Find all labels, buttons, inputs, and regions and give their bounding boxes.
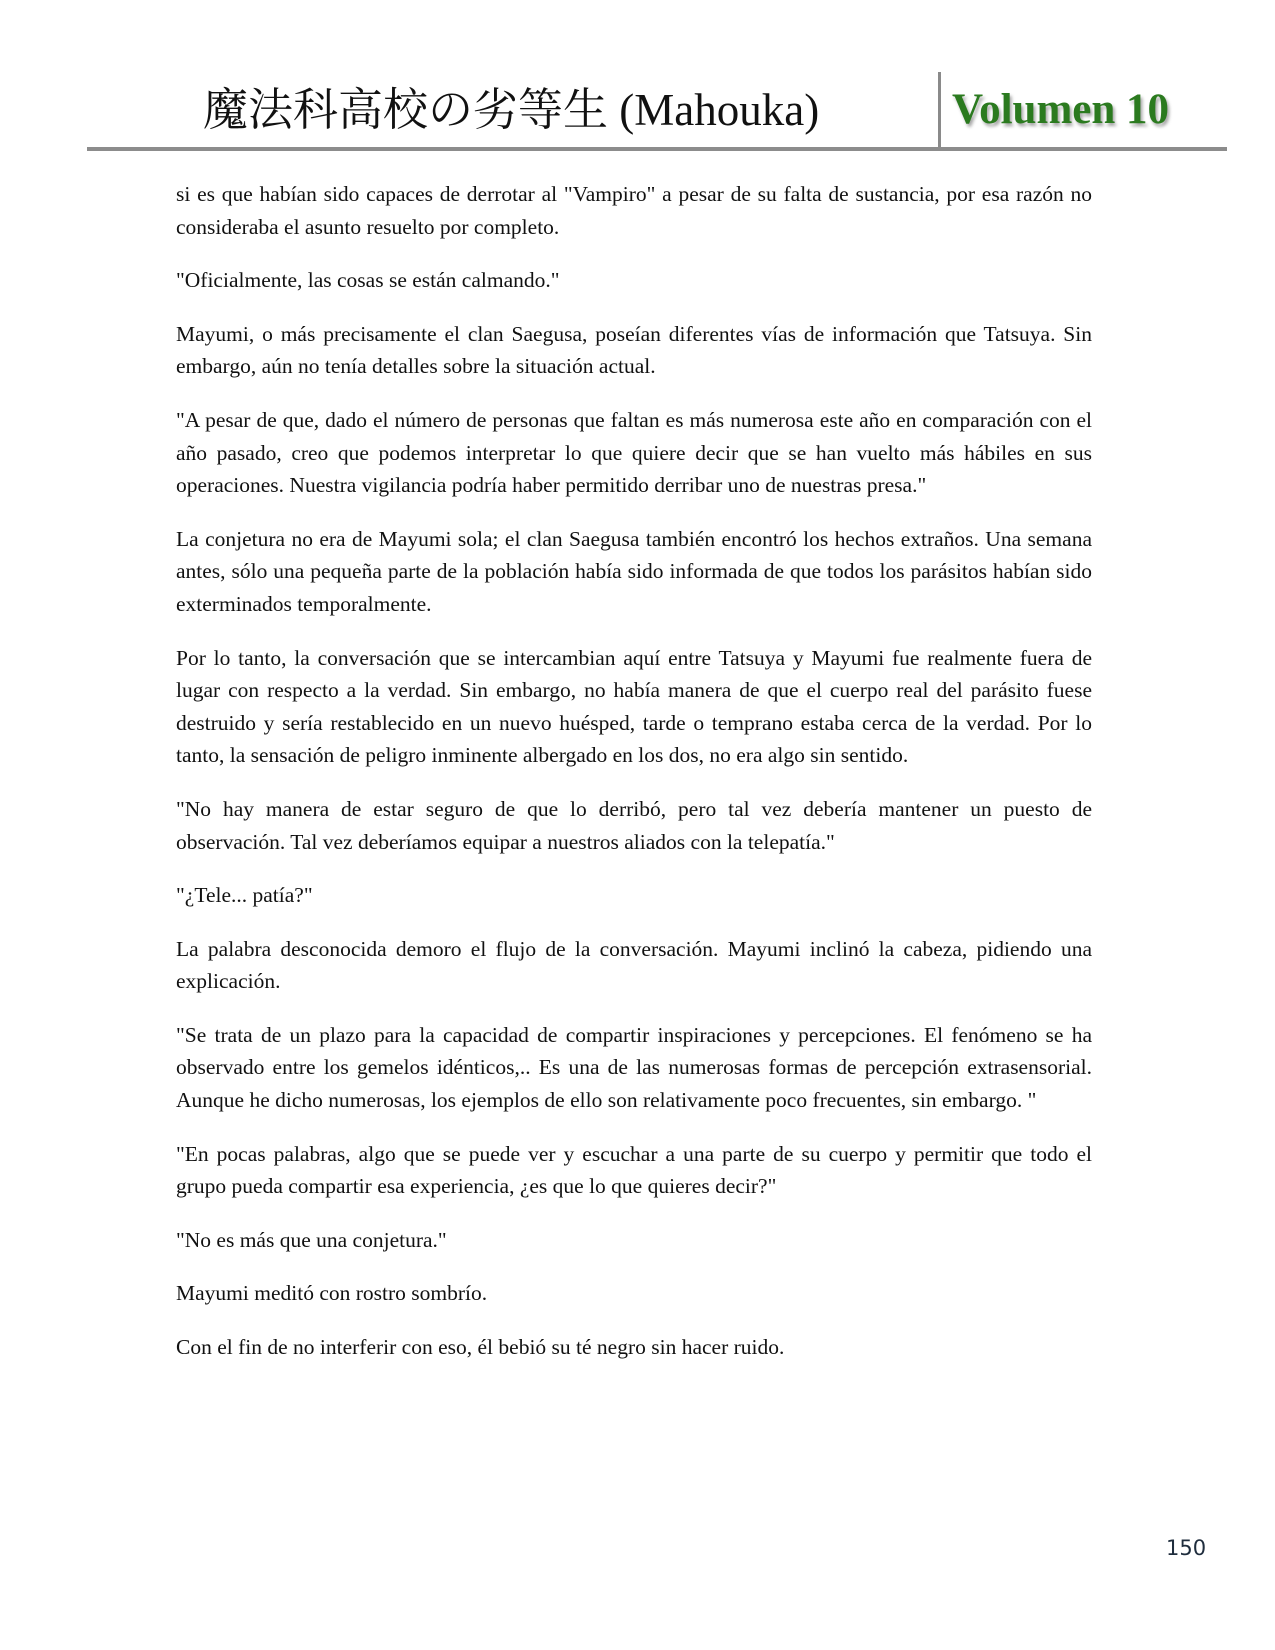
header-divider <box>938 72 941 150</box>
paragraph: "¿Tele... patía?" <box>176 883 313 908</box>
paragraph: "Se trata de un plazo para la capacidad de compartir inspiraciones y percepciones. El fenómeno se ha observado entre los gemelos idénticos,.. Es una de las numerosas formas de percepción extrasensorial. Aunque he dicho numerosas, los ejemplos de ello son relativamente poco frecuentes, sin embargo. " <box>176 1022 1092 1113</box>
paragraph: La conjetura no era de Mayumi sola; el clan Saegusa también encontró los hechos extraños. Una semana antes, sólo una pequeña parte de la población había sido informada de que todos los parásitos habían sido exterminados temporalmente. <box>176 526 1092 616</box>
paragraph: "A pesar de que, dado el número de personas que faltan es más numerosa este año en comparación con el año pasado, creo que podemos interpretar lo que quiere decir que se han vuelto más hábiles en sus operaciones. Nuestra vigilancia podría haber permitido derribar uno de nuestras presa." <box>176 407 1092 498</box>
paragraph: "No hay manera de estar seguro de que lo derribó, pero tal vez debería mantener un puesto de observación. Tal vez deberíamos equipar a nuestros aliados con la telepatía." <box>176 796 1092 854</box>
volume-label: Volumen 10 <box>952 86 1170 133</box>
paragraph: "No es más que una conjetura." <box>176 1227 447 1252</box>
paragraph: Mayumi, o más precisamente el clan Saegusa, poseían diferentes vías de información que Tatsuya. Sin embargo, aún no tenía detalles sobre la situación actual. <box>176 321 1092 379</box>
header-rule <box>87 147 1227 151</box>
paragraph: Con el fin de no interferir con eso, él bebió su té negro sin hacer ruido. <box>176 1335 785 1360</box>
page-number: 150 <box>1166 1536 1207 1560</box>
paragraph: "Oficialmente, las cosas se están calmando." <box>176 268 560 293</box>
paragraph: "En pocas palabras, algo que se puede ver y escuchar a una parte de su cuerpo y permitir que todo el grupo pueda compartir esa experiencia, ¿es que lo que quieres decir?" <box>176 1141 1092 1199</box>
book-title: 魔法科高校の劣等生 (Mahouka) <box>203 85 820 135</box>
body-text <box>176 178 1092 1385</box>
paragraph: Mayumi meditó con rostro sombrío. <box>176 1281 488 1306</box>
paragraph: si es que habían sido capaces de derrotar al "Vampiro" a pesar de su falta de sustancia, por esa razón no consideraba el asunto resuelto por completo. <box>176 182 1092 239</box>
paragraph: Por lo tanto, la conversación que se intercambian aquí entre Tatsuya y Mayumi fue realmente fuera de lugar con respecto a la verdad. Sin embargo, no había manera de que el cuerpo real del parásito fuese destruido y sería restablecido en un nuevo huésped, tarde o temprano estaba cerca de la verdad. Por lo tanto, la sensación de peligro inminente albergado en los dos, no era algo sin sentido. <box>176 645 1092 768</box>
paragraph: La palabra desconocida demoro el flujo de la conversación. Mayumi inclinó la cabeza, pidiendo una explicación. <box>176 936 1092 994</box>
